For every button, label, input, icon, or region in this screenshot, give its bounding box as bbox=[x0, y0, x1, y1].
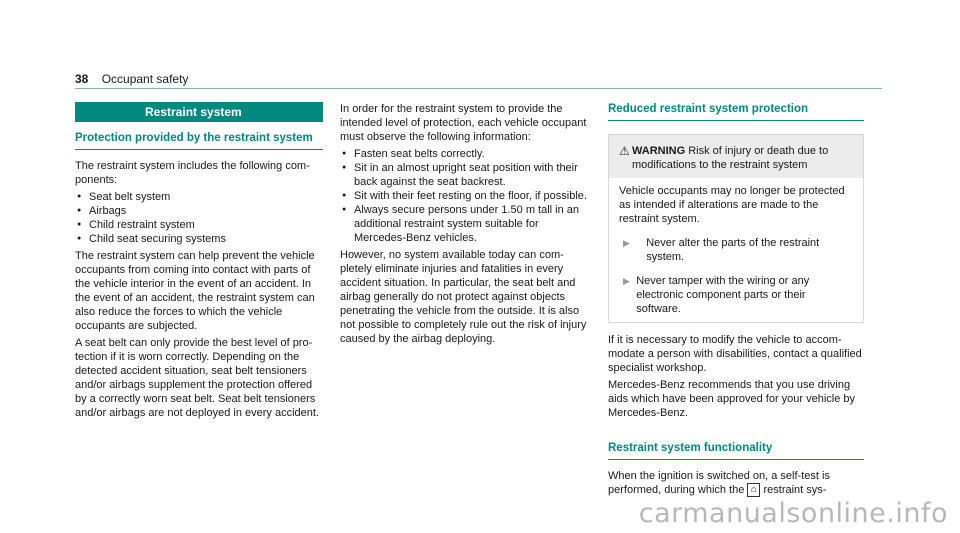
components-list bbox=[75, 190, 323, 246]
list-item: ● Fasten seat belts correctly. bbox=[340, 147, 590, 161]
list-item: ● Airbags bbox=[75, 204, 323, 218]
paragraph-modify: If it is necessary to modify the vehicle to accommodate a person with disabilities, contact a qualified specialist workshop. bbox=[608, 334, 862, 374]
warning-header bbox=[609, 135, 863, 178]
column-2 bbox=[340, 102, 590, 349]
column-3 bbox=[608, 102, 864, 500]
section-title: Occupant safety bbox=[101, 72, 189, 86]
protection-heading: Protection provided by the restraint system bbox=[75, 131, 323, 150]
arrow-right-icon: ▶ bbox=[623, 238, 630, 248]
list-item: ● Sit in an almost upright seat position with their back against the seat backrest. bbox=[340, 161, 590, 189]
occupant-info-list bbox=[340, 147, 590, 245]
components-intro: The restraint system includes the following components: bbox=[75, 160, 310, 186]
paragraph-seat-belt: A seat belt can only provide the best level of protection if it is worn correctly. Depending on the detected accident situation, seat belt tensioners and/or airbags supplement the protection offered by a correctly worn seat belt. Seat belt tensioners and/or airbags are not deployed in every accident. bbox=[75, 337, 319, 419]
page-header bbox=[75, 72, 188, 86]
reduced-protection-heading: Reduced restraint system protection bbox=[608, 102, 864, 121]
warning-title: Risk of injury or death due to modifications to the restraint system bbox=[631, 145, 829, 171]
occupant-info-intro: In order for the restraint system to provide the intended level of protection, each vehicle occupant must observe the following information: bbox=[340, 103, 587, 143]
paragraph-recommends: Mercedes-Benz recommends that you use driving aids which have been approved for your vehicle by Mercedes-Benz. bbox=[608, 379, 856, 419]
arrow-right-icon: ▶ bbox=[623, 276, 630, 286]
warning-item bbox=[619, 236, 853, 264]
restraint-system-banner: Restraint system bbox=[75, 102, 323, 122]
list-item: ● Child seat securing systems bbox=[75, 232, 323, 246]
ignition-text: When the ignition is switched on, a self-test is performed, during which the bbox=[608, 470, 830, 496]
paragraph-ignition bbox=[608, 469, 864, 497]
functionality-heading: Restraint system functionality bbox=[608, 441, 864, 460]
page-number: 38 bbox=[75, 72, 89, 86]
warning-triangle-icon: ⚠ bbox=[619, 144, 630, 158]
warning-body bbox=[609, 178, 863, 322]
list-item: ● Always secure persons under 1.50 m tall in an additional restraint system suitable for Mercedes-Benz vehicles. bbox=[340, 203, 590, 245]
paragraph-prevent: The restraint system can help prevent the vehicle occupants from coming into contact with parts of the vehicle interior in the event of an accident. In the event of an accident, the restraint system can also reduce the forces to which the vehicle occupants are subjected. bbox=[75, 250, 315, 332]
list-item: ● Sit with their feet resting on the floor, if possible. bbox=[340, 189, 590, 203]
warning-item bbox=[619, 274, 853, 316]
warning-item-text: Never alter the parts of the restraint system. bbox=[646, 237, 820, 263]
warning-text: Vehicle occupants may no longer be protected as intended if alterations are made to the restraint system. bbox=[619, 185, 845, 225]
warning-item-text: Never tamper with the wiring or any electronic component parts or their software. bbox=[636, 275, 810, 315]
column-1 bbox=[75, 102, 323, 423]
paragraph-however: However, no system available today can completely eliminate injuries and fatalities in every accident situation. In particular, the seat belt and airbag generally do not protect against objects penetrating the vehicle from the outside. It is also not possible to completely rule out the risk of injury caused by the airbag deploying. bbox=[340, 249, 587, 345]
warning-label: WARNING bbox=[631, 145, 686, 157]
warning-box bbox=[608, 134, 864, 323]
list-item: ● Child restraint system bbox=[75, 218, 323, 232]
list-item: ● Seat belt system bbox=[75, 190, 323, 204]
watermark: carmanualsonline.info bbox=[638, 498, 948, 529]
header-divider bbox=[75, 88, 882, 89]
airbag-warning-icon: ⌂ bbox=[747, 483, 760, 497]
ignition-text-end: restraint sys- bbox=[763, 484, 827, 496]
